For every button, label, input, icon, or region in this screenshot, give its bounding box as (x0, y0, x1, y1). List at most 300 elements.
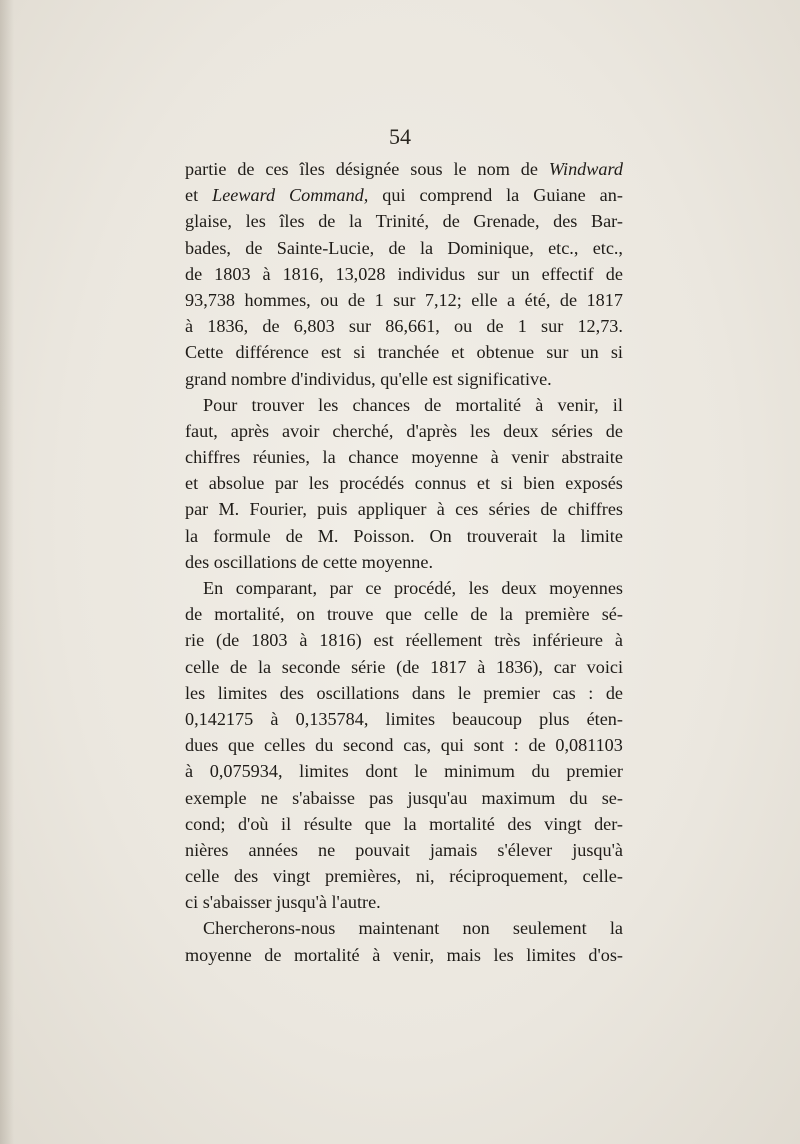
word: jusqu'à (276, 892, 332, 913)
word: limites (385, 708, 436, 729)
word: voici (586, 656, 623, 677)
text-line (185, 758, 623, 784)
word: significative. (457, 368, 552, 389)
text-line (185, 156, 623, 182)
word: réciproquement, (449, 866, 568, 887)
word: seconde (281, 656, 341, 677)
word: Bar- (590, 211, 623, 232)
word: résulte (303, 813, 353, 834)
word: a (507, 289, 516, 310)
word: séries (551, 420, 593, 441)
word: ces (455, 499, 479, 520)
word: puis (317, 499, 348, 520)
word: On (429, 525, 452, 546)
word: celle- (582, 866, 623, 887)
text-line (185, 470, 623, 496)
word: deux (501, 578, 537, 598)
word: le (457, 682, 471, 703)
word: chance (348, 447, 399, 468)
word: Grenade, (473, 211, 540, 232)
text-line (185, 287, 623, 313)
word: cas, (403, 735, 432, 756)
word: Guiane (533, 185, 586, 206)
word: ne (260, 787, 278, 808)
text-line (185, 706, 623, 732)
word: inférieure (532, 630, 603, 651)
word: 93,738 (185, 289, 236, 310)
text-line (185, 654, 623, 680)
word: chances (352, 394, 411, 415)
word: : (513, 735, 519, 756)
word: à (535, 394, 544, 415)
word: Chercherons-nous (203, 918, 336, 939)
word: de (185, 263, 203, 284)
word: venir (511, 447, 549, 468)
text-line (185, 182, 623, 208)
word: Fourier, (249, 499, 307, 520)
word: avoir (282, 420, 320, 441)
word: mortalité (293, 944, 360, 965)
word: Leeward (212, 185, 276, 206)
text-line (185, 261, 623, 287)
word: faut, (185, 420, 218, 441)
word: chiffres (567, 499, 623, 520)
word: qui (382, 185, 406, 206)
word: Poisson. (353, 525, 415, 546)
word: bien (523, 473, 555, 494)
word: sur (348, 316, 372, 337)
word: jamais (429, 839, 478, 860)
word: chiffres (185, 447, 241, 468)
word: connus (414, 473, 467, 494)
word: celle (185, 656, 220, 677)
word: l'autre. (331, 892, 381, 913)
word: 1836, (207, 316, 249, 337)
word: 1816, (282, 263, 324, 284)
word: et (185, 185, 199, 206)
word: nom (477, 159, 510, 179)
word: venir, (392, 944, 435, 965)
word: absolue (208, 473, 265, 494)
word: ce (365, 578, 382, 598)
word: moyennes (549, 578, 623, 598)
text-line (185, 863, 623, 889)
word: s'élever (497, 839, 553, 860)
word: procédés (339, 473, 405, 494)
word: deux (503, 420, 539, 441)
word: cette (322, 551, 362, 572)
word: un (511, 263, 530, 284)
word: si (500, 473, 513, 494)
word: En (203, 578, 224, 598)
word: 6,803 (293, 316, 335, 337)
word: seulement (512, 918, 587, 939)
text-line (185, 523, 623, 549)
word: plus (539, 708, 570, 729)
word: d'individus, (291, 368, 381, 389)
word: d'os- (588, 944, 623, 965)
word: de (318, 211, 336, 232)
text-line (185, 235, 623, 261)
word: etc., (592, 237, 623, 258)
text-line (185, 627, 623, 653)
word: par (274, 473, 299, 494)
word: Windward (548, 159, 623, 179)
word: à (299, 630, 308, 651)
word: des (279, 682, 305, 703)
word: ou (320, 289, 339, 310)
word: de (605, 682, 623, 703)
word: nombre (230, 368, 292, 389)
word: maximum (481, 787, 556, 808)
word: cherché, (332, 420, 394, 441)
text-line (185, 496, 623, 522)
word: séries (488, 499, 531, 520)
word: et (451, 342, 465, 363)
word: de (605, 263, 623, 284)
word: de (605, 420, 623, 441)
word: trouve (326, 604, 374, 625)
word: réellement (405, 630, 483, 651)
word: il (612, 394, 623, 415)
word: : (588, 682, 594, 703)
word: oscillations (316, 682, 400, 703)
text-line (185, 339, 623, 365)
word: de (245, 237, 263, 258)
word: éten- (586, 708, 623, 729)
word: 7,12; (424, 289, 462, 310)
word: la (257, 656, 272, 677)
text-line (185, 811, 623, 837)
word: les (468, 578, 489, 598)
word: grand (185, 368, 231, 389)
word: 0,142175 (185, 708, 254, 729)
word: Pour (203, 394, 238, 415)
word: sur (477, 263, 500, 284)
word: mortalité (429, 813, 495, 834)
text-line (185, 942, 623, 968)
word: par (329, 578, 353, 598)
word: il (281, 813, 292, 834)
word: à (490, 447, 499, 468)
word: M. (317, 525, 339, 546)
word: car (553, 656, 576, 677)
word: série (351, 656, 386, 677)
word: îles (299, 159, 325, 179)
word: premier (566, 761, 623, 782)
word: de (486, 316, 504, 337)
word: minimum (444, 761, 515, 782)
word: sur (393, 289, 416, 310)
word: moyenne. (361, 551, 434, 572)
word: moyenne (185, 944, 252, 965)
word: celle (423, 604, 459, 625)
word: un (580, 342, 599, 363)
word: la (348, 211, 363, 232)
word: jusqu'à (572, 839, 623, 860)
word: limites (299, 761, 349, 782)
word: qui (440, 735, 464, 756)
word: (de (396, 656, 420, 677)
word: celle (185, 866, 220, 887)
text-line (185, 575, 623, 601)
word: les (308, 473, 329, 494)
word: ni, (415, 866, 435, 887)
word: an- (599, 185, 623, 206)
word: la (609, 918, 623, 939)
body-text (185, 156, 623, 968)
paragraph-3 (185, 575, 623, 915)
word: vingt (544, 813, 582, 834)
word: que (364, 813, 391, 834)
word: de (424, 394, 442, 415)
word: bades, (185, 237, 231, 258)
word: de (237, 159, 255, 179)
word: individus (397, 263, 466, 284)
word: oscillations (213, 551, 302, 572)
word: effectif (541, 263, 594, 284)
paragraph-4 (185, 915, 623, 967)
word: celles (264, 735, 306, 756)
word: se- (601, 787, 623, 808)
word: on (296, 604, 315, 625)
word: Trinité, (375, 211, 430, 232)
word: formule (213, 525, 271, 546)
word: 1 (374, 289, 384, 310)
word: trouverait (466, 525, 538, 546)
word: ci (185, 892, 203, 913)
word: est (373, 630, 394, 651)
word: beaucoup (452, 708, 522, 729)
word: de (264, 944, 282, 965)
word: glaise, (185, 211, 232, 232)
word: 1817 (586, 289, 623, 310)
word: la (403, 813, 417, 834)
word: second (343, 735, 394, 756)
word: de (285, 525, 303, 546)
word: du (531, 761, 550, 782)
word: la (552, 525, 566, 546)
word: dues (185, 735, 219, 756)
word: s'abaisse (292, 787, 355, 808)
word: est (432, 368, 458, 389)
word: 0,135784, (295, 708, 369, 729)
text-line (185, 208, 623, 234)
word: années (248, 839, 298, 860)
page-edge-shadow (0, 0, 14, 1144)
word: Command, (289, 185, 369, 206)
word: etc., (548, 237, 579, 258)
page-number: 54 (389, 124, 411, 149)
word: vingt (272, 866, 311, 887)
word: cond; (185, 813, 226, 834)
word: 1836), (496, 656, 543, 677)
word: sont (473, 735, 504, 756)
word: de (540, 499, 558, 520)
word: la (322, 447, 336, 468)
word: trouver (251, 394, 305, 415)
word: que (385, 604, 412, 625)
word: limites (526, 944, 576, 965)
word: de (262, 316, 280, 337)
word: les (470, 420, 491, 441)
word: comparant, (235, 578, 318, 598)
word: de (230, 656, 248, 677)
word: limites (217, 682, 268, 703)
word: des (233, 866, 259, 887)
text-line (185, 601, 623, 627)
word: exposés (565, 473, 623, 494)
word: de (442, 211, 460, 232)
text-line (185, 366, 623, 392)
word: de (520, 159, 538, 179)
word: pouvait (355, 839, 410, 860)
word: 1816) (319, 630, 362, 651)
word: du (315, 735, 334, 756)
word: exemple (185, 787, 247, 808)
word: 0,075934, (209, 761, 283, 782)
word: de (347, 289, 366, 310)
word: ou (454, 316, 473, 337)
word: la (419, 237, 434, 258)
word: des (553, 211, 578, 232)
word: venir, (557, 394, 599, 415)
word: premières, (324, 866, 402, 887)
word: obtenue (476, 342, 535, 363)
word: jusqu'au (407, 787, 468, 808)
text-line (185, 418, 623, 444)
word: à (270, 708, 279, 729)
word: à (372, 944, 381, 965)
text-line (185, 889, 623, 915)
text-line (185, 313, 623, 339)
word: dans (411, 682, 446, 703)
word: sur (541, 316, 564, 337)
word: la (506, 185, 520, 206)
word: de (470, 604, 488, 625)
word: 86,661, (385, 316, 440, 337)
word: mortalité, (214, 604, 285, 625)
text-line (185, 785, 623, 811)
word: hommes, (244, 289, 311, 310)
word: été, (524, 289, 551, 310)
word: elle (471, 289, 498, 310)
word: des (185, 551, 214, 572)
word: 0,081103 (555, 735, 623, 756)
word: procédé, (393, 578, 457, 598)
word: abstraite (561, 447, 623, 468)
paragraph-2 (185, 392, 623, 575)
word: mais (446, 944, 481, 965)
word: par (185, 499, 209, 520)
word: sé- (601, 604, 623, 625)
text-line (185, 915, 623, 941)
word: Cette (185, 342, 224, 363)
word: non (462, 918, 490, 939)
word: de (559, 289, 578, 310)
word: 12,73. (577, 316, 623, 337)
word: la (185, 525, 199, 546)
word: et (185, 473, 199, 494)
text-line (185, 392, 623, 418)
word: le (453, 159, 467, 179)
word: les (185, 682, 206, 703)
word: qu'elle (380, 368, 433, 389)
word: du (569, 787, 588, 808)
word: moyenne (411, 447, 479, 468)
word: si (353, 342, 366, 363)
word: de (528, 735, 546, 756)
word: maintenant (358, 918, 440, 939)
word: der- (594, 813, 623, 834)
word: 1803 (251, 630, 288, 651)
word: le (414, 761, 428, 782)
word: à (477, 656, 486, 677)
word: différence (235, 342, 309, 363)
word: ces (265, 159, 289, 179)
word: est (320, 342, 342, 363)
word: M. (218, 499, 240, 520)
word: 1803 (214, 263, 251, 284)
word: 1 (517, 316, 527, 337)
word: de (388, 237, 406, 258)
word: pas (369, 787, 394, 808)
word: désignée (335, 159, 400, 179)
word: limite (580, 525, 623, 546)
word: et (476, 473, 491, 494)
word: à (185, 761, 194, 782)
text-line (185, 837, 623, 863)
word: à (614, 630, 623, 651)
word: très (494, 630, 521, 651)
word: des (507, 813, 532, 834)
text-line (185, 444, 623, 470)
word: de (185, 604, 203, 625)
word: mortalité (455, 394, 522, 415)
word: si (610, 342, 623, 363)
word: s'abaisser (202, 892, 277, 913)
word: appliquer (357, 499, 427, 520)
word: sous (410, 159, 443, 179)
word: à (436, 499, 445, 520)
word: premier (483, 682, 540, 703)
word: tranchée (377, 342, 440, 363)
text-line (185, 549, 623, 575)
word: après (230, 420, 270, 441)
word: dont (365, 761, 398, 782)
word: cas (552, 682, 576, 703)
word: les (245, 211, 266, 232)
word: que (228, 735, 255, 756)
word: (de (216, 630, 240, 651)
word: à (185, 316, 194, 337)
word: les (493, 944, 514, 965)
word: Dominique, (447, 237, 534, 258)
word: 1817 (430, 656, 467, 677)
word: ne (318, 839, 336, 860)
word: 13,028 (335, 263, 386, 284)
word: de (301, 551, 323, 572)
word: à (262, 263, 271, 284)
word: comprend (419, 185, 493, 206)
word: sur (546, 342, 569, 363)
word: d'où (237, 813, 269, 834)
word: partie (185, 159, 227, 179)
word: nières (185, 839, 229, 860)
word: îles (279, 211, 305, 232)
word: première (524, 604, 590, 625)
text-line (185, 732, 623, 758)
